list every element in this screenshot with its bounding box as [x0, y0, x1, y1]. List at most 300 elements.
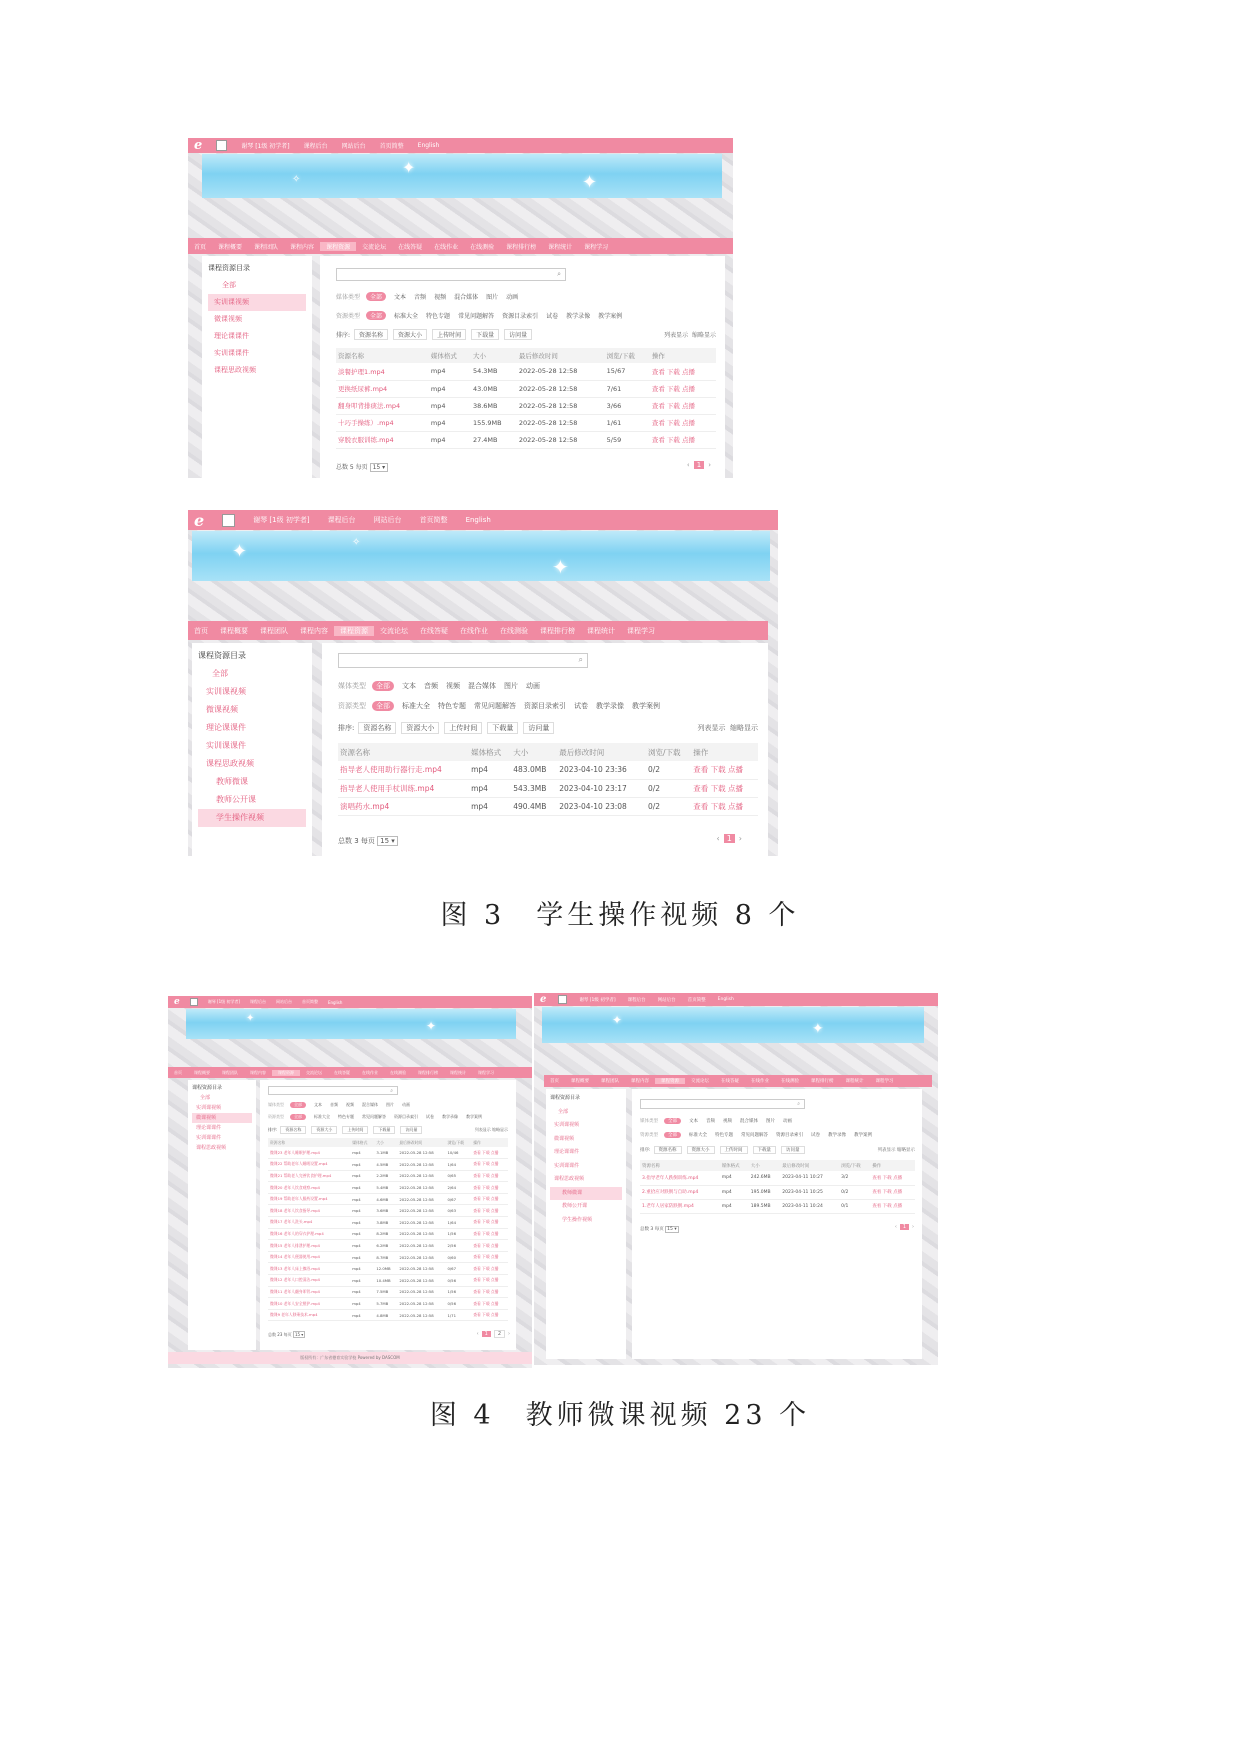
sort-by-visits[interactable]: 访问量	[781, 1146, 805, 1154]
cell-name[interactable]: 微课12 老年人口腔清洁.mp4	[268, 1275, 350, 1287]
sort-by-visits[interactable]: 访问量	[400, 1126, 422, 1134]
nav-homework[interactable]: 在线作业	[460, 626, 488, 635]
cell-name[interactable]: 更换纸尿裤.mp4	[336, 380, 429, 397]
cell-ops[interactable]: 查看 下载 点播	[471, 1228, 508, 1240]
nav-forum[interactable]: 交流论坛	[691, 1079, 709, 1084]
pagination-summary	[338, 836, 398, 846]
sidebar-item-student-video[interactable]: 学生操作视频	[198, 809, 306, 827]
media-option-video[interactable]: 视频	[434, 294, 447, 301]
search-input[interactable]	[338, 653, 588, 668]
media-option-image[interactable]: 图片	[766, 1119, 775, 1124]
res-option-index[interactable]: 资源目录索引	[524, 702, 566, 710]
per-page-value: 15	[372, 464, 381, 471]
list-view-toggle[interactable]: 列表显示	[474, 1127, 491, 1132]
sidebar-item-training-slides[interactable]: 实训课课件	[214, 349, 249, 357]
sidebar-item-micro-video[interactable]: 微课视频	[206, 705, 238, 714]
cell-format: mp4	[429, 363, 471, 380]
nav-overview[interactable]: 课程概要	[194, 1069, 210, 1075]
cell-ops[interactable]: 查看 下载 点播	[650, 431, 716, 448]
cell-name[interactable]: 翻身叩背排痰法.mp4	[336, 397, 429, 414]
cell-name[interactable]: 微课21 帮助老人完善饮食护理.mp4	[268, 1170, 350, 1182]
sort-by-downloads[interactable]: 下载量	[753, 1146, 777, 1154]
cell-name[interactable]: 指导老人使用助行器行走.mp4	[338, 761, 469, 779]
nav-quiz[interactable]: 在线测验	[390, 1069, 406, 1075]
nav-home[interactable]: 首页	[194, 243, 207, 251]
sort-by-upload-time[interactable]: 上传时间	[720, 1146, 748, 1154]
cell-ops[interactable]: 查看 下载 点播	[471, 1217, 508, 1229]
cell-views: 0/2	[839, 1185, 870, 1199]
thumb-view-toggle[interactable]: 缩略显示	[691, 332, 716, 339]
sort-by-upload-time[interactable]: 上传时间	[432, 329, 466, 340]
nav-stats[interactable]: 课程统计	[548, 243, 573, 251]
cell-ops[interactable]: 查看 下载 点播	[471, 1263, 508, 1275]
nav-quiz[interactable]: 在线测验	[781, 1079, 799, 1084]
res-option-special[interactable]: 特色专题	[715, 1133, 733, 1138]
next-page-icon[interactable]: ›	[708, 461, 711, 469]
res-option-index[interactable]: 资源目录索引	[776, 1133, 803, 1138]
nav-homework[interactable]: 在线作业	[362, 1069, 378, 1075]
sort-by-visits[interactable]: 访问量	[504, 329, 532, 340]
res-option-standard[interactable]: 标准大全	[314, 1114, 330, 1119]
media-option-animation[interactable]: 动画	[402, 1102, 410, 1107]
top-link-site-admin[interactable]: 网站后台	[657, 997, 676, 1003]
sort-by-name[interactable]: 资源名称	[358, 722, 396, 734]
cell-size: 7.5MB	[374, 1286, 397, 1298]
sort-by-size[interactable]: 资源大小	[393, 329, 427, 340]
nav-home[interactable]: 首页	[550, 1079, 559, 1084]
table-row	[268, 1217, 508, 1229]
cell-modified: 2023-04-11 10:25	[780, 1185, 839, 1199]
cell-views: 5/59	[605, 431, 650, 448]
sidebar-item-all[interactable]: 全部	[558, 1108, 569, 1115]
nav-qa[interactable]: 在线答疑	[420, 626, 448, 635]
media-option-audio[interactable]: 音频	[330, 1102, 338, 1107]
cell-name[interactable]: 指导老人使用手杖训练.mp4	[338, 779, 469, 797]
sidebar-item-ideology-video[interactable]: 课程思政视频	[196, 1145, 227, 1151]
media-option-animation[interactable]: 动画	[526, 682, 540, 690]
cell-ops[interactable]: 查看 下载 点播	[691, 779, 758, 797]
col-format: 媒体格式	[720, 1160, 749, 1171]
cell-views: 0/65	[445, 1170, 471, 1182]
cell-name[interactable]: 穿脱衣服训练.mp4	[336, 431, 429, 448]
media-option-video[interactable]: 视频	[346, 1102, 354, 1107]
cell-name[interactable]: 1.老年人居家防跌倒.mp4	[640, 1199, 720, 1213]
thumb-view-toggle[interactable]: 缩略显示	[492, 1127, 508, 1132]
cell-ops[interactable]: 查看 下载 点播	[650, 397, 716, 414]
media-option-audio[interactable]: 音频	[414, 294, 427, 301]
cell-views: 1/71	[445, 1309, 471, 1321]
search-icon[interactable]: ⌕	[557, 270, 561, 278]
search-icon[interactable]: ⌕	[578, 655, 583, 664]
media-option-text[interactable]: 文本	[689, 1119, 698, 1124]
res-option-standard[interactable]: 标准大全	[689, 1133, 707, 1138]
nav-content[interactable]: 课程内容	[290, 243, 315, 251]
table-row	[640, 1185, 915, 1199]
page-1[interactable]: 1	[900, 1224, 909, 1230]
nav-resources[interactable]: 课程资源	[655, 1078, 685, 1084]
res-option-exam[interactable]: 试卷	[546, 313, 559, 320]
nav-content[interactable]: 课程内容	[631, 1079, 649, 1084]
nav-content[interactable]: 课程内容	[300, 626, 328, 635]
top-link-english[interactable]: English	[417, 142, 440, 149]
sidebar-item-training-video[interactable]: 实训课视频	[196, 1105, 222, 1111]
sort-by-name[interactable]: 资源名称	[354, 329, 388, 340]
sidebar-item-micro-video[interactable]: 微课视频	[192, 1113, 252, 1123]
prev-page-icon[interactable]: ‹	[716, 834, 720, 843]
media-option-image[interactable]: 图片	[504, 682, 518, 690]
media-option-all[interactable]: 全部	[664, 1118, 681, 1124]
top-link-english[interactable]: English	[465, 516, 491, 524]
col-name[interactable]: 资源名称	[268, 1138, 350, 1147]
top-link-course-admin[interactable]: 课程后台	[327, 516, 356, 524]
top-link-course-admin[interactable]: 课程后台	[303, 143, 328, 150]
per-page-select[interactable]: 15 ▾	[667, 1227, 677, 1232]
sidebar-item-teacher-open[interactable]: 教师公开课	[216, 795, 256, 804]
cell-modified: 2022-05-28 12:58	[517, 397, 605, 414]
cell-size: 2.2MB	[374, 1170, 397, 1182]
res-option-case[interactable]: 教学案例	[632, 702, 660, 710]
res-option-faq[interactable]: 常见问题解答	[458, 313, 495, 320]
user-name[interactable]: 谢琴 [1级 初学者]	[241, 143, 290, 150]
cell-modified: 2022-05-28 12:58	[397, 1298, 445, 1310]
col-name[interactable]: 资源名称	[336, 348, 429, 363]
nav-forum[interactable]: 交流论坛	[362, 243, 387, 251]
cell-name[interactable]: 微课23 老年人睡眠护理.mp4	[268, 1147, 350, 1159]
sort-by-size[interactable]: 资源大小	[311, 1126, 337, 1134]
media-option-mixed[interactable]: 混合媒体	[468, 682, 496, 690]
nav-ranking[interactable]: 课程排行榜	[418, 1069, 438, 1075]
res-option-special[interactable]: 特色专题	[338, 1114, 354, 1119]
table-header-row	[268, 1138, 508, 1147]
search-icon[interactable]: ⌕	[797, 1101, 800, 1107]
nav-ranking[interactable]: 课程排行榜	[540, 626, 575, 635]
sort-by-size[interactable]: 资源大小	[687, 1146, 715, 1154]
nav-qa[interactable]: 在线答疑	[398, 243, 423, 251]
search-icon[interactable]: ⌕	[390, 1088, 393, 1094]
next-page-icon[interactable]: ›	[738, 834, 742, 843]
prev-page-icon[interactable]: ‹	[476, 1331, 479, 1337]
res-option-all[interactable]: 全部	[366, 311, 386, 320]
res-option-all[interactable]: 全部	[290, 1114, 306, 1120]
nav-overview[interactable]: 课程概要	[220, 626, 248, 635]
cell-name[interactable]: 微课20 老年人饮食观察.mp4	[268, 1182, 350, 1194]
res-option-recording[interactable]: 教学录像	[828, 1133, 846, 1138]
nav-team[interactable]: 课程团队	[222, 1069, 238, 1075]
cell-size: 4.8MB	[374, 1309, 397, 1321]
cell-ops[interactable]: 查看 下载 点播	[650, 363, 716, 380]
col-name[interactable]: 资源名称	[640, 1160, 720, 1171]
sidebar-item-training-video[interactable]: 实训课视频	[554, 1122, 580, 1128]
list-view-toggle[interactable]: 列表显示	[877, 1148, 896, 1153]
cell-name[interactable]: 微课19 帮助老年人服药设置.mp4	[268, 1193, 350, 1205]
cell-name[interactable]: 微课17 老年人洗头.mp4	[268, 1217, 350, 1229]
res-option-index[interactable]: 资源目录索引	[502, 313, 539, 320]
search-input[interactable]	[268, 1086, 398, 1095]
resource-main	[322, 643, 768, 856]
sort-by-size[interactable]: 资源大小	[401, 722, 439, 734]
res-option-case[interactable]: 教学案例	[854, 1133, 872, 1138]
nav-content[interactable]: 课程内容	[250, 1069, 266, 1075]
media-option-image[interactable]: 图片	[486, 294, 499, 301]
next-page-icon[interactable]: ›	[912, 1224, 914, 1230]
sidebar-item-all[interactable]: 全部	[200, 1095, 211, 1101]
col-size: 大小	[471, 348, 517, 363]
cell-ops[interactable]: 查看 下载 点播	[471, 1275, 508, 1287]
cell-name[interactable]: 微课11 老年人翻身叩背.mp4	[268, 1286, 350, 1298]
nav-learning[interactable]: 课程学习	[584, 243, 609, 251]
top-link-course-admin[interactable]: 课程后台	[627, 997, 646, 1003]
top-link-english[interactable]: English	[327, 999, 343, 1005]
cell-ops[interactable]: 查看 下载 点播	[471, 1147, 508, 1159]
cell-ops[interactable]: 查看 下载 点播	[471, 1193, 508, 1205]
cell-ops[interactable]: 查看 下载 点播	[471, 1170, 508, 1182]
top-link-home[interactable]: 首页简整	[379, 143, 404, 150]
nav-stats[interactable]: 课程统计	[845, 1079, 864, 1084]
res-option-recording[interactable]: 教学录像	[596, 702, 624, 710]
cell-name[interactable]: 微课13 老年人床上擦浴.mp4	[268, 1263, 350, 1275]
sidebar-item-ideology-video[interactable]: 课程思政视频	[206, 759, 254, 768]
avatar	[222, 514, 235, 527]
page-2[interactable]: 2	[494, 1330, 505, 1338]
cell-name[interactable]: 2.重拾应对跌倒与自助.mp4	[640, 1185, 720, 1199]
cell-ops[interactable]: 查看 下载 点播	[471, 1286, 508, 1298]
nav-team[interactable]: 课程团队	[260, 626, 288, 635]
res-option-special[interactable]: 特色专题	[438, 702, 466, 710]
cell-name[interactable]: 微课10 老年人安全照护.mp4	[268, 1298, 350, 1310]
cell-ops[interactable]: 查看 下载 点播	[870, 1199, 915, 1213]
res-option-exam[interactable]: 试卷	[811, 1133, 820, 1138]
res-option-index[interactable]: 资源目录索引	[394, 1114, 418, 1119]
list-view-toggle[interactable]: 列表显示	[697, 724, 726, 732]
sort-by-name[interactable]: 资源名称	[280, 1126, 306, 1134]
sort-by-name[interactable]: 资源名称	[654, 1146, 682, 1154]
cell-name[interactable]: 微课18 老年人饮食指导.mp4	[268, 1205, 350, 1217]
search-input[interactable]	[640, 1099, 805, 1109]
sort-by-downloads[interactable]: 下载量	[471, 329, 499, 340]
nav-homework[interactable]: 在线作业	[751, 1079, 769, 1084]
res-option-case[interactable]: 教学案例	[598, 313, 623, 320]
next-page-icon[interactable]: ›	[508, 1331, 510, 1337]
res-option-faq[interactable]: 常见问题解答	[741, 1133, 768, 1138]
cell-ops[interactable]: 查看 下载 点播	[870, 1171, 915, 1185]
res-option-all[interactable]: 全部	[372, 701, 394, 711]
per-page-select[interactable]: 15 ▾	[377, 836, 398, 846]
media-option-video[interactable]: 视频	[446, 682, 460, 690]
media-option-image[interactable]: 图片	[386, 1102, 394, 1107]
sparkle-icon: ✦	[552, 555, 569, 579]
nav-forum[interactable]: 交流论坛	[306, 1069, 322, 1075]
nav-resources[interactable]: 课程资源	[320, 242, 356, 251]
media-option-text[interactable]: 文本	[394, 294, 407, 301]
res-option-recording[interactable]: 教学录像	[566, 313, 591, 320]
user-name[interactable]: 谢琴 [1级 初学者]	[253, 516, 310, 524]
list-view-toggle[interactable]: 列表显示	[664, 332, 689, 339]
nav-overview[interactable]: 课程概要	[218, 243, 243, 251]
sidebar-item-training-slides[interactable]: 实训课课件	[196, 1135, 222, 1141]
top-link-site-admin[interactable]: 网站后台	[341, 143, 366, 150]
nav-resources[interactable]: 课程资源	[272, 1070, 300, 1076]
media-option-mixed[interactable]: 混合媒体	[362, 1102, 378, 1107]
sidebar-item-theory-slides[interactable]: 理论课课件	[554, 1149, 580, 1155]
media-option-mixed[interactable]: 混合媒体	[454, 294, 479, 301]
media-option-animation[interactable]: 动画	[506, 294, 519, 301]
top-link-site-admin[interactable]: 网站后台	[275, 999, 292, 1004]
sidebar-item-micro-video[interactable]: 微课视频	[214, 315, 242, 323]
nav-learning[interactable]: 课程学习	[875, 1079, 894, 1084]
col-ops: 操作	[650, 348, 716, 363]
nav-qa[interactable]: 在线答疑	[721, 1079, 739, 1084]
cell-name[interactable]: 十巧手操练）.mp4	[336, 414, 429, 431]
nav-overview[interactable]: 课程概要	[571, 1079, 589, 1084]
media-option-video[interactable]: 视频	[723, 1119, 732, 1124]
per-page-select[interactable]: 15 ▾	[294, 1332, 304, 1337]
user-name[interactable]: 谢琴 [1级 初学者]	[579, 997, 616, 1003]
page-1[interactable]: 1	[724, 834, 735, 843]
res-option-faq[interactable]: 常见问题解答	[474, 702, 516, 710]
top-link-home[interactable]: 首页简整	[687, 997, 706, 1003]
cell-ops[interactable]: 查看 下载 点播	[650, 380, 716, 397]
sidebar-item-theory-slides[interactable]: 理论课课件	[196, 1125, 222, 1131]
prev-page-icon[interactable]: ‹	[686, 461, 690, 469]
cell-name[interactable]: 演唱药水.mp4	[338, 797, 469, 815]
sidebar-item-all[interactable]: 全部	[212, 669, 228, 678]
col-size: 大小	[374, 1138, 397, 1147]
cell-ops[interactable]: 查看 下载 点播	[691, 797, 758, 815]
res-option-recording[interactable]: 教学录像	[442, 1114, 458, 1119]
cell-ops[interactable]: 查看 下载 点播	[471, 1298, 508, 1310]
cell-ops[interactable]: 查看 下载 点播	[471, 1205, 508, 1217]
sort-by-upload-time[interactable]: 上传时间	[444, 722, 482, 734]
cell-ops[interactable]: 查看 下载 点播	[471, 1309, 508, 1321]
col-size: 大小	[511, 743, 557, 761]
cell-ops[interactable]: 查看 下载 点播	[691, 761, 758, 779]
nav-quiz[interactable]: 在线测验	[500, 626, 528, 635]
nav-stats[interactable]: 课程统计	[450, 1069, 466, 1075]
cell-views: 0/2	[646, 797, 691, 815]
sidebar-item-micro-video[interactable]: 微课视频	[554, 1135, 575, 1142]
cell-name[interactable]: 微课15 老年人排泄护理.mp4	[268, 1240, 350, 1252]
top-link-english[interactable]: English	[717, 997, 734, 1002]
col-name[interactable]: 资源名称	[338, 743, 469, 761]
cell-ops[interactable]: 查看 下载 点播	[471, 1251, 508, 1263]
media-option-animation[interactable]: 动画	[783, 1119, 792, 1124]
res-filter-label: 资源类型	[338, 702, 366, 710]
res-option-special[interactable]: 特色专题	[426, 313, 451, 320]
sidebar-item-teacher-open[interactable]: 教师公开课	[562, 1203, 588, 1209]
res-option-exam[interactable]: 试卷	[574, 702, 588, 710]
media-option-mixed[interactable]: 混合媒体	[740, 1119, 758, 1124]
cell-ops[interactable]: 查看 下载 点播	[471, 1240, 508, 1252]
cell-name[interactable]: 微课22 帮助老年人睡眠设置.mp4	[268, 1159, 350, 1171]
thumb-view-toggle[interactable]: 缩略显示	[897, 1148, 915, 1153]
cell-format: mp4	[720, 1171, 749, 1185]
sidebar-item-teacher-micro[interactable]: 教师微课	[550, 1187, 622, 1201]
per-page-select[interactable]: 15 ▾	[370, 463, 389, 472]
cell-format: mp4	[350, 1263, 374, 1275]
nav-ranking[interactable]: 课程排行榜	[811, 1079, 834, 1084]
prev-page-icon[interactable]: ‹	[894, 1224, 897, 1230]
res-option-standard[interactable]: 标准大全	[402, 702, 430, 710]
cell-name[interactable]: 微课14 老年人便器使用.mp4	[268, 1251, 350, 1263]
sidebar-item-training-video[interactable]: 实训课视频	[208, 294, 306, 311]
sort-by-upload-time[interactable]: 上传时间	[342, 1126, 368, 1134]
nav-home[interactable]: 首页	[174, 1069, 182, 1075]
media-option-all[interactable]: 全部	[372, 681, 394, 691]
nav-learning[interactable]: 课程学习	[627, 626, 655, 635]
sidebar-item-teacher-micro[interactable]: 教师微课	[216, 777, 248, 786]
nav-stats[interactable]: 课程统计	[587, 626, 615, 635]
top-link-site-admin[interactable]: 网站后台	[373, 516, 402, 524]
media-option-audio[interactable]: 音频	[706, 1119, 715, 1124]
sidebar-item-student-video[interactable]: 学生操作视频	[562, 1216, 593, 1223]
thumb-view-toggle[interactable]: 缩略显示	[730, 724, 758, 732]
nav-home[interactable]: 首页	[194, 626, 208, 635]
res-option-exam[interactable]: 试卷	[426, 1114, 434, 1119]
top-link-course-admin[interactable]: 课程后台	[249, 999, 266, 1004]
res-option-faq[interactable]: 常见问题解答	[362, 1114, 386, 1119]
nav-forum[interactable]: 交流论坛	[380, 626, 408, 635]
res-option-case[interactable]: 教学案例	[466, 1114, 482, 1119]
user-name[interactable]: 谢琴 [1级 初学者]	[207, 999, 240, 1004]
sidebar-item-ideology-video[interactable]: 课程思政视频	[554, 1176, 585, 1182]
sidebar-item-training-slides[interactable]: 实训课课件	[206, 741, 246, 750]
media-option-audio[interactable]: 音频	[424, 682, 438, 690]
nav-team[interactable]: 课程团队	[254, 243, 279, 251]
top-link-home[interactable]: 首页简整	[419, 516, 448, 524]
cell-ops[interactable]: 查看 下载 点播	[471, 1182, 508, 1194]
cell-name[interactable]: 淡餐护理1.mp4	[336, 363, 429, 380]
cell-ops[interactable]: 查看 下载 点播	[471, 1159, 508, 1171]
sidebar-item-theory-slides[interactable]: 理论课课件	[214, 332, 249, 340]
cell-views: 1/64	[445, 1159, 471, 1171]
media-option-text[interactable]: 文本	[314, 1102, 322, 1107]
media-option-all[interactable]: 全部	[366, 292, 386, 301]
sidebar-item-training-slides[interactable]: 实训课课件	[554, 1162, 580, 1169]
res-option-standard[interactable]: 标准大全	[394, 313, 419, 320]
cell-name[interactable]: 微课9 老年人移乘技术.mp4	[268, 1309, 350, 1321]
sidebar-item-training-video[interactable]: 实训课视频	[206, 687, 246, 696]
per-page-label: 每页	[654, 1227, 664, 1232]
cell-views: 2/56	[445, 1240, 471, 1252]
resource-type-filter	[268, 1114, 490, 1120]
nav-quiz[interactable]: 在线测验	[470, 243, 495, 251]
media-filter-label: 媒体类型	[336, 294, 361, 301]
sidebar-item-theory-slides[interactable]: 理论课课件	[206, 723, 246, 732]
nav-resources[interactable]: 课程资源	[334, 626, 374, 636]
cell-ops[interactable]: 查看 下载 点播	[870, 1185, 915, 1199]
media-option-all[interactable]: 全部	[290, 1102, 306, 1108]
top-link-home[interactable]: 首页简整	[301, 999, 318, 1004]
nav-homework[interactable]: 在线作业	[434, 243, 459, 251]
sidebar-item-ideology-video[interactable]: 课程思政视频	[214, 366, 256, 374]
cell-name[interactable]: 微课16 老年人的穿衣护理.mp4	[268, 1228, 350, 1240]
nav-team[interactable]: 课程团队	[601, 1079, 619, 1084]
res-option-all[interactable]: 全部	[664, 1132, 681, 1138]
nav-ranking[interactable]: 课程排行榜	[506, 243, 537, 251]
sidebar-item-all[interactable]: 全部	[222, 281, 236, 289]
media-option-text[interactable]: 文本	[402, 682, 416, 690]
cell-name[interactable]: 3.指导老年人跌倒训练.mp4	[640, 1171, 720, 1185]
nav-qa[interactable]: 在线答疑	[334, 1069, 350, 1075]
sort-by-downloads[interactable]: 下载量	[373, 1126, 395, 1134]
search-input[interactable]	[336, 268, 566, 281]
cell-ops[interactable]: 查看 下载 点播	[650, 414, 716, 431]
sort-by-visits[interactable]: 访问量	[523, 722, 554, 734]
nav-learning[interactable]: 课程学习	[478, 1069, 494, 1075]
page-1[interactable]: 1	[694, 461, 704, 469]
page-1[interactable]: 1	[482, 1331, 491, 1337]
sort-by-downloads[interactable]: 下载量	[487, 722, 518, 734]
